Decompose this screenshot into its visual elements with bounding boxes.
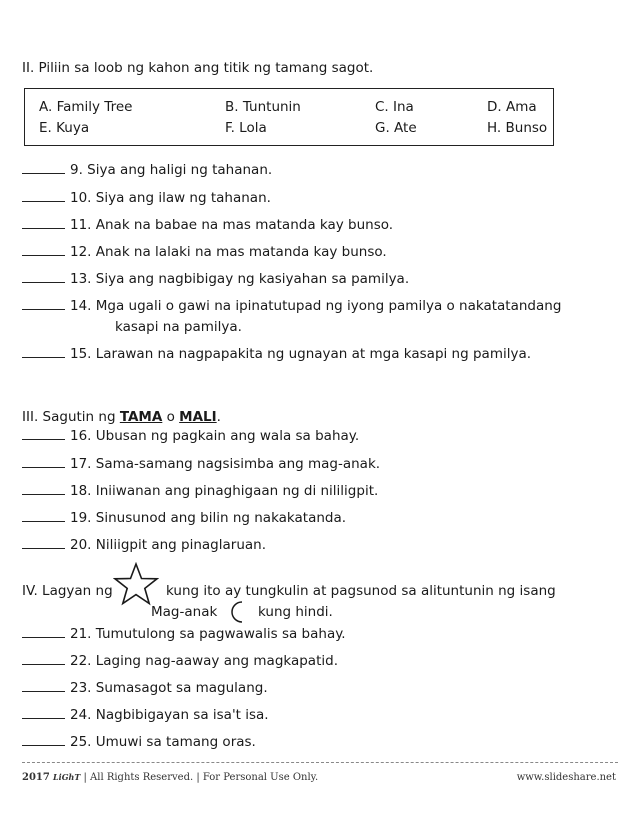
- answer-blank[interactable]: [22, 626, 65, 638]
- section-iv-line2-suffix: kung hindi.: [258, 604, 333, 620]
- answer-blank[interactable]: [22, 244, 65, 256]
- question-11: 11. Anak na babae na mas matanda kay bunso.: [22, 217, 393, 233]
- question-13: 13. Siya ang nagbibigay ng kasiyahan sa pamilya.: [22, 271, 409, 287]
- footer-site-link[interactable]: www.slideshare.net: [516, 772, 616, 783]
- answer-blank[interactable]: [22, 217, 65, 229]
- question-24: 24. Nagbibigayan sa isa't isa.: [22, 707, 269, 723]
- question-10: 10. Siya ang ilaw ng tahanan.: [22, 190, 271, 206]
- choice-d: D. Ama: [487, 99, 537, 115]
- question-14: 14. Mga ugali o gawi na ipinatutupad ng iyong pamilya o nakatatandang: [22, 298, 561, 314]
- answer-blank[interactable]: [22, 707, 65, 719]
- question-18: 18. Iniiwanan ang pinaghigaan ng di nililigpit.: [22, 483, 378, 499]
- footer-year: 2017: [22, 772, 50, 783]
- question-9: 9. Siya ang haligi ng tahanan.: [22, 162, 272, 178]
- answer-blank[interactable]: [22, 346, 65, 358]
- answer-blank[interactable]: [22, 680, 65, 692]
- footer-divider: [22, 762, 618, 763]
- question-12: 12. Anak na lalaki na mas matanda kay bunso.: [22, 244, 387, 260]
- section-iv-title-rest: kung ito ay tungkulin at pagsunod sa alituntunin ng isang: [166, 583, 556, 599]
- section-iv-title-prefix: IV. Lagyan ng: [22, 583, 113, 599]
- answer-blank[interactable]: [22, 734, 65, 746]
- choice-a: A. Family Tree: [39, 99, 133, 115]
- question-23: 23. Sumasagot sa magulang.: [22, 680, 268, 696]
- choice-c: C. Ina: [375, 99, 414, 115]
- question-19: 19. Sinusunod ang bilin ng nakakatanda.: [22, 510, 346, 526]
- answer-blank[interactable]: [22, 510, 65, 522]
- moon-icon: [227, 600, 249, 628]
- answer-blank[interactable]: [22, 537, 65, 549]
- choice-g: G. Ate: [375, 120, 417, 136]
- answer-blank[interactable]: [22, 428, 65, 440]
- answer-blank[interactable]: [22, 162, 65, 174]
- star-icon: [113, 562, 159, 610]
- question-21: 21. Tumutulong sa pagwawalis sa bahay.: [22, 626, 346, 642]
- question-14-continuation: kasapi na pamilya.: [115, 319, 242, 335]
- choices-box: [24, 88, 554, 146]
- answer-blank[interactable]: [22, 190, 65, 202]
- footer-brand: LiGhT: [53, 772, 81, 782]
- section-ii-title: II. Piliin sa loob ng kahon ang titik ng tamang sagot.: [22, 60, 374, 76]
- choice-f: F. Lola: [225, 120, 267, 136]
- question-22: 22. Laging nag-aaway ang magkapatid.: [22, 653, 338, 669]
- question-16: 16. Ubusan ng pagkain ang wala sa bahay.: [22, 428, 359, 444]
- question-20: 20. Niliigpit ang pinaglaruan.: [22, 537, 266, 553]
- question-25: 25. Umuwi sa tamang oras.: [22, 734, 256, 750]
- tama-label: TAMA: [119, 409, 163, 425]
- question-17: 17. Sama-samang nagsisimba ang mag-anak.: [22, 456, 380, 472]
- footer-left: [22, 772, 318, 783]
- section-iii-title: III. Sagutin ng TAMA o MALI.: [22, 409, 221, 425]
- answer-blank[interactable]: [22, 483, 65, 495]
- mali-label: MALI: [179, 409, 217, 425]
- answer-blank[interactable]: [22, 456, 65, 468]
- choice-b: B. Tuntunin: [225, 99, 301, 115]
- answer-blank[interactable]: [22, 653, 65, 665]
- question-15: 15. Larawan na nagpapakita ng ugnayan at mga kasapi ng pamilya.: [22, 346, 531, 362]
- choice-e: E. Kuya: [39, 120, 90, 136]
- footer-rights: | All Rights Reserved. | For Personal Use Only.: [83, 772, 319, 783]
- choice-h: H. Bunso: [487, 120, 548, 136]
- section-iv-line2-prefix: Mag-anak: [151, 604, 218, 620]
- answer-blank[interactable]: [22, 298, 65, 310]
- answer-blank[interactable]: [22, 271, 65, 283]
